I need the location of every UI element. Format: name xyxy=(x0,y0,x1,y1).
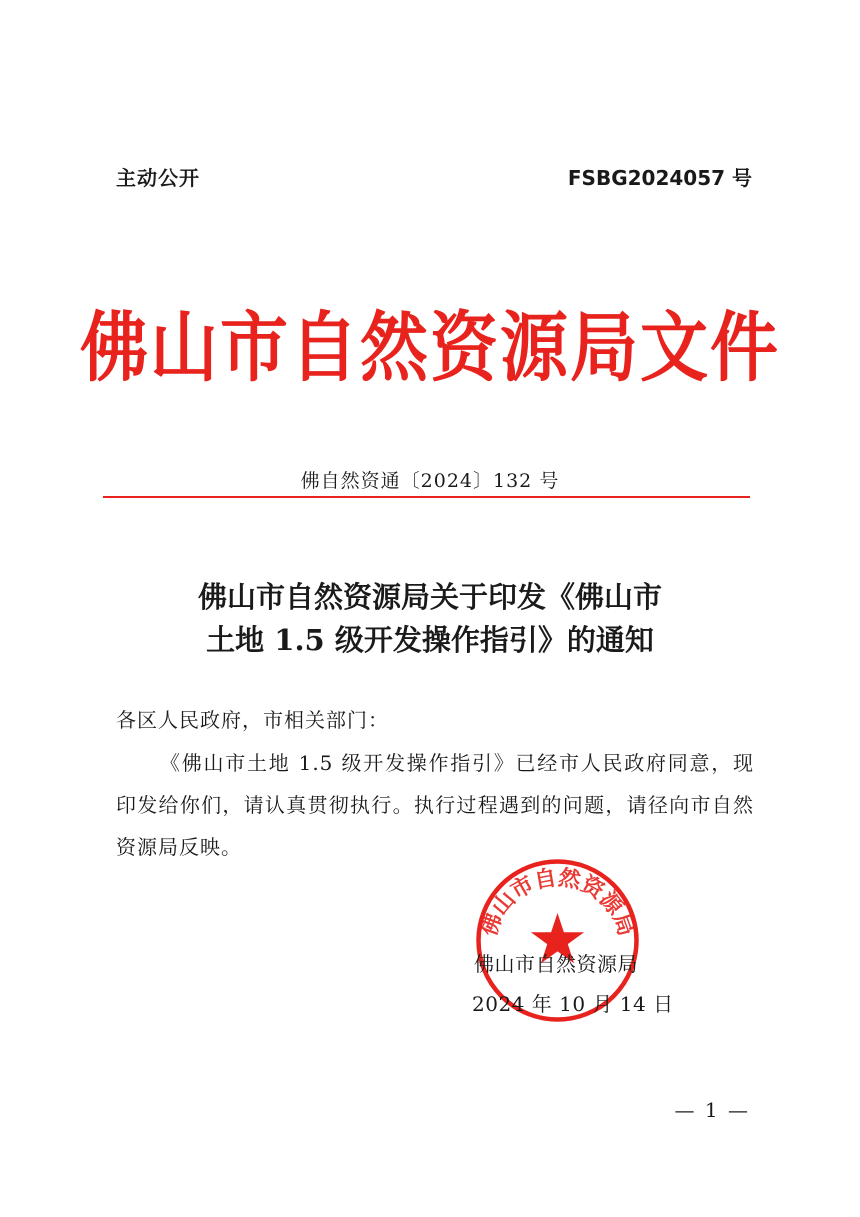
document-masthead: 佛山市自然资源局文件 xyxy=(79,304,780,394)
seal-text: 佛山市自然资源局 xyxy=(476,865,639,940)
title-line-2: 土地 1.5 级开发操作指引》的通知 xyxy=(206,623,654,657)
disclosure-label: 主动公开 xyxy=(116,166,200,190)
title-line-1: 佛山市自然资源局关于印发《佛山市 xyxy=(197,580,662,614)
document-number: 佛自然资通〔2024〕132 号 xyxy=(300,470,560,492)
red-divider xyxy=(103,496,750,498)
issuer-name: 佛山市自然资源局 xyxy=(474,952,638,976)
issue-date: 2024 年 10 月 14 日 xyxy=(472,992,674,1016)
document-code: FSBG2024057 号 xyxy=(567,166,752,190)
body-paragraph: 《佛山市土地 1.5 级开发操作指引》已经市人民政府同意，现印发给你们，请认真贯彻执行。执行过程遇到的问题，请径向市自然资源局反映。 xyxy=(116,751,754,859)
document-title xyxy=(0,576,860,662)
salutation: 各区人民政府，市相关部门： xyxy=(116,708,389,732)
page-number: — 1 — xyxy=(674,1098,750,1122)
